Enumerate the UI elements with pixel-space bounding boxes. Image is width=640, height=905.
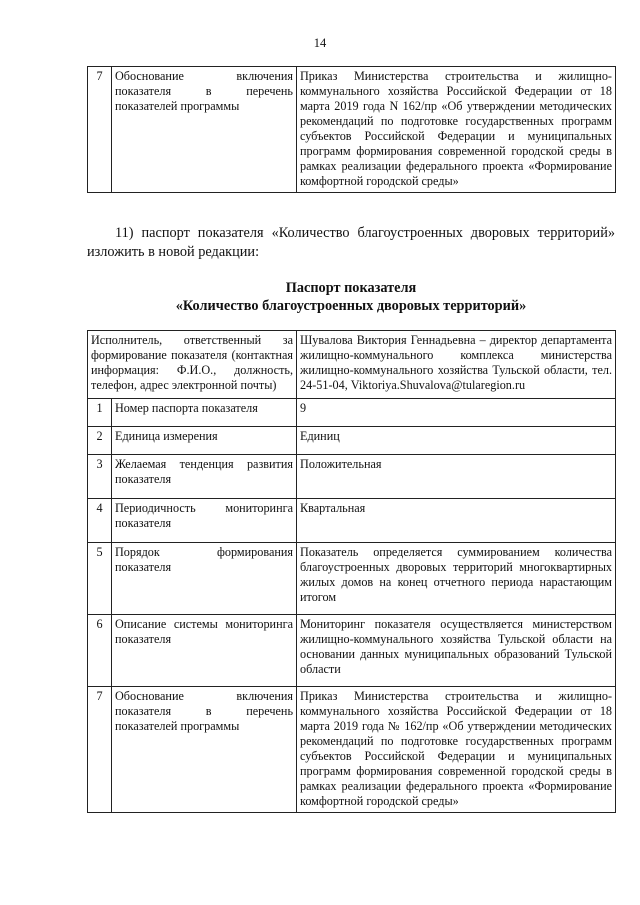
passport-subtitle: «Количество благоустроенных дворовых территорий» <box>175 298 527 314</box>
table-row <box>88 427 616 455</box>
row-number: 2 <box>88 427 112 455</box>
row-number: 6 <box>88 615 112 687</box>
row-value: Единиц <box>297 427 616 455</box>
row-value: Показатель определяется суммированием количества благоустроенных дворовых территорий многоквартирных жилых домов на конец отчетного периода нарастающим итогом <box>297 543 616 615</box>
table-row <box>88 331 616 399</box>
amendment-paragraph: 11) паспорт показателя «Количество благоустроенных дворовых территорий» изложить в новой редакции: <box>87 225 615 260</box>
table-row <box>88 67 616 193</box>
row-label: Желаемая тенденция развития показателя <box>112 455 297 499</box>
row-number: 1 <box>88 399 112 427</box>
row-number: 5 <box>88 543 112 615</box>
row-number: 4 <box>88 499 112 543</box>
table-row <box>88 615 616 687</box>
top-table <box>87 66 616 193</box>
row-value: Приказ Министерства строительства и жилищно-коммунального хозяйства Российской Федерации от 18 марта 2019 года N 162/пр «Об утверждении методических рекомендаций по подготовке государственных программ субъектов Российской Федерации и муниципальных программ формирования современной городской среды в рамках реализации федерального проекта «Формирование комфортной городской среды» <box>297 67 616 193</box>
row-number: 7 <box>88 67 112 193</box>
row-value: Квартальная <box>297 499 616 543</box>
row-label: Единица измерения <box>112 427 297 455</box>
row-value: Положительная <box>297 455 616 499</box>
table-row <box>88 543 616 615</box>
row-number: 3 <box>88 455 112 499</box>
row-label: Описание системы мониторинга показателя <box>112 615 297 687</box>
row-label: Номер паспорта показателя <box>112 399 297 427</box>
row-label: Периодичность мониторинга показателя <box>112 499 297 543</box>
passport-table <box>87 330 616 813</box>
executor-label: Исполнитель, ответственный за формирование показателя (контактная информация: Ф.И.О., должность, телефон, адрес электронной почты) <box>88 331 297 399</box>
executor-value: Шувалова Виктория Геннадьевна – директор департамента жилищно-коммунального комплекса министерства жилищно-коммунального хозяйства Тульской области, тел. 24-51-04, Viktoriya.Shuvalova@tularegion.ru <box>297 331 616 399</box>
row-label: Обоснование включения показателя в перечень показателей программы <box>112 687 297 813</box>
table-row <box>88 399 616 427</box>
row-value: 9 <box>297 399 616 427</box>
table-row <box>88 687 616 813</box>
table-row <box>88 499 616 543</box>
table-row <box>88 455 616 499</box>
row-label: Обоснование включения показателя в перечень показателей программы <box>112 67 297 193</box>
row-label: Порядок формирования показателя <box>112 543 297 615</box>
page-number: 14 <box>313 36 327 50</box>
passport-title: Паспорт показателя <box>285 280 417 296</box>
row-number: 7 <box>88 687 112 813</box>
row-value: Мониторинг показателя осуществляется министерством жилищно-коммунального хозяйства Тульской области на основании данных муниципальных образований Тульской области <box>297 615 616 687</box>
row-value: Приказ Министерства строительства и жилищно-коммунального хозяйства Российской Федерации от 18 марта 2019 года № 162/пр «Об утверждении методических рекомендаций по подготовке государственных программ субъектов Российской Федерации и муниципальных программ формирования современной городской среды в рамках реализации федерального проекта «Формирование комфортной городской среды» <box>297 687 616 813</box>
